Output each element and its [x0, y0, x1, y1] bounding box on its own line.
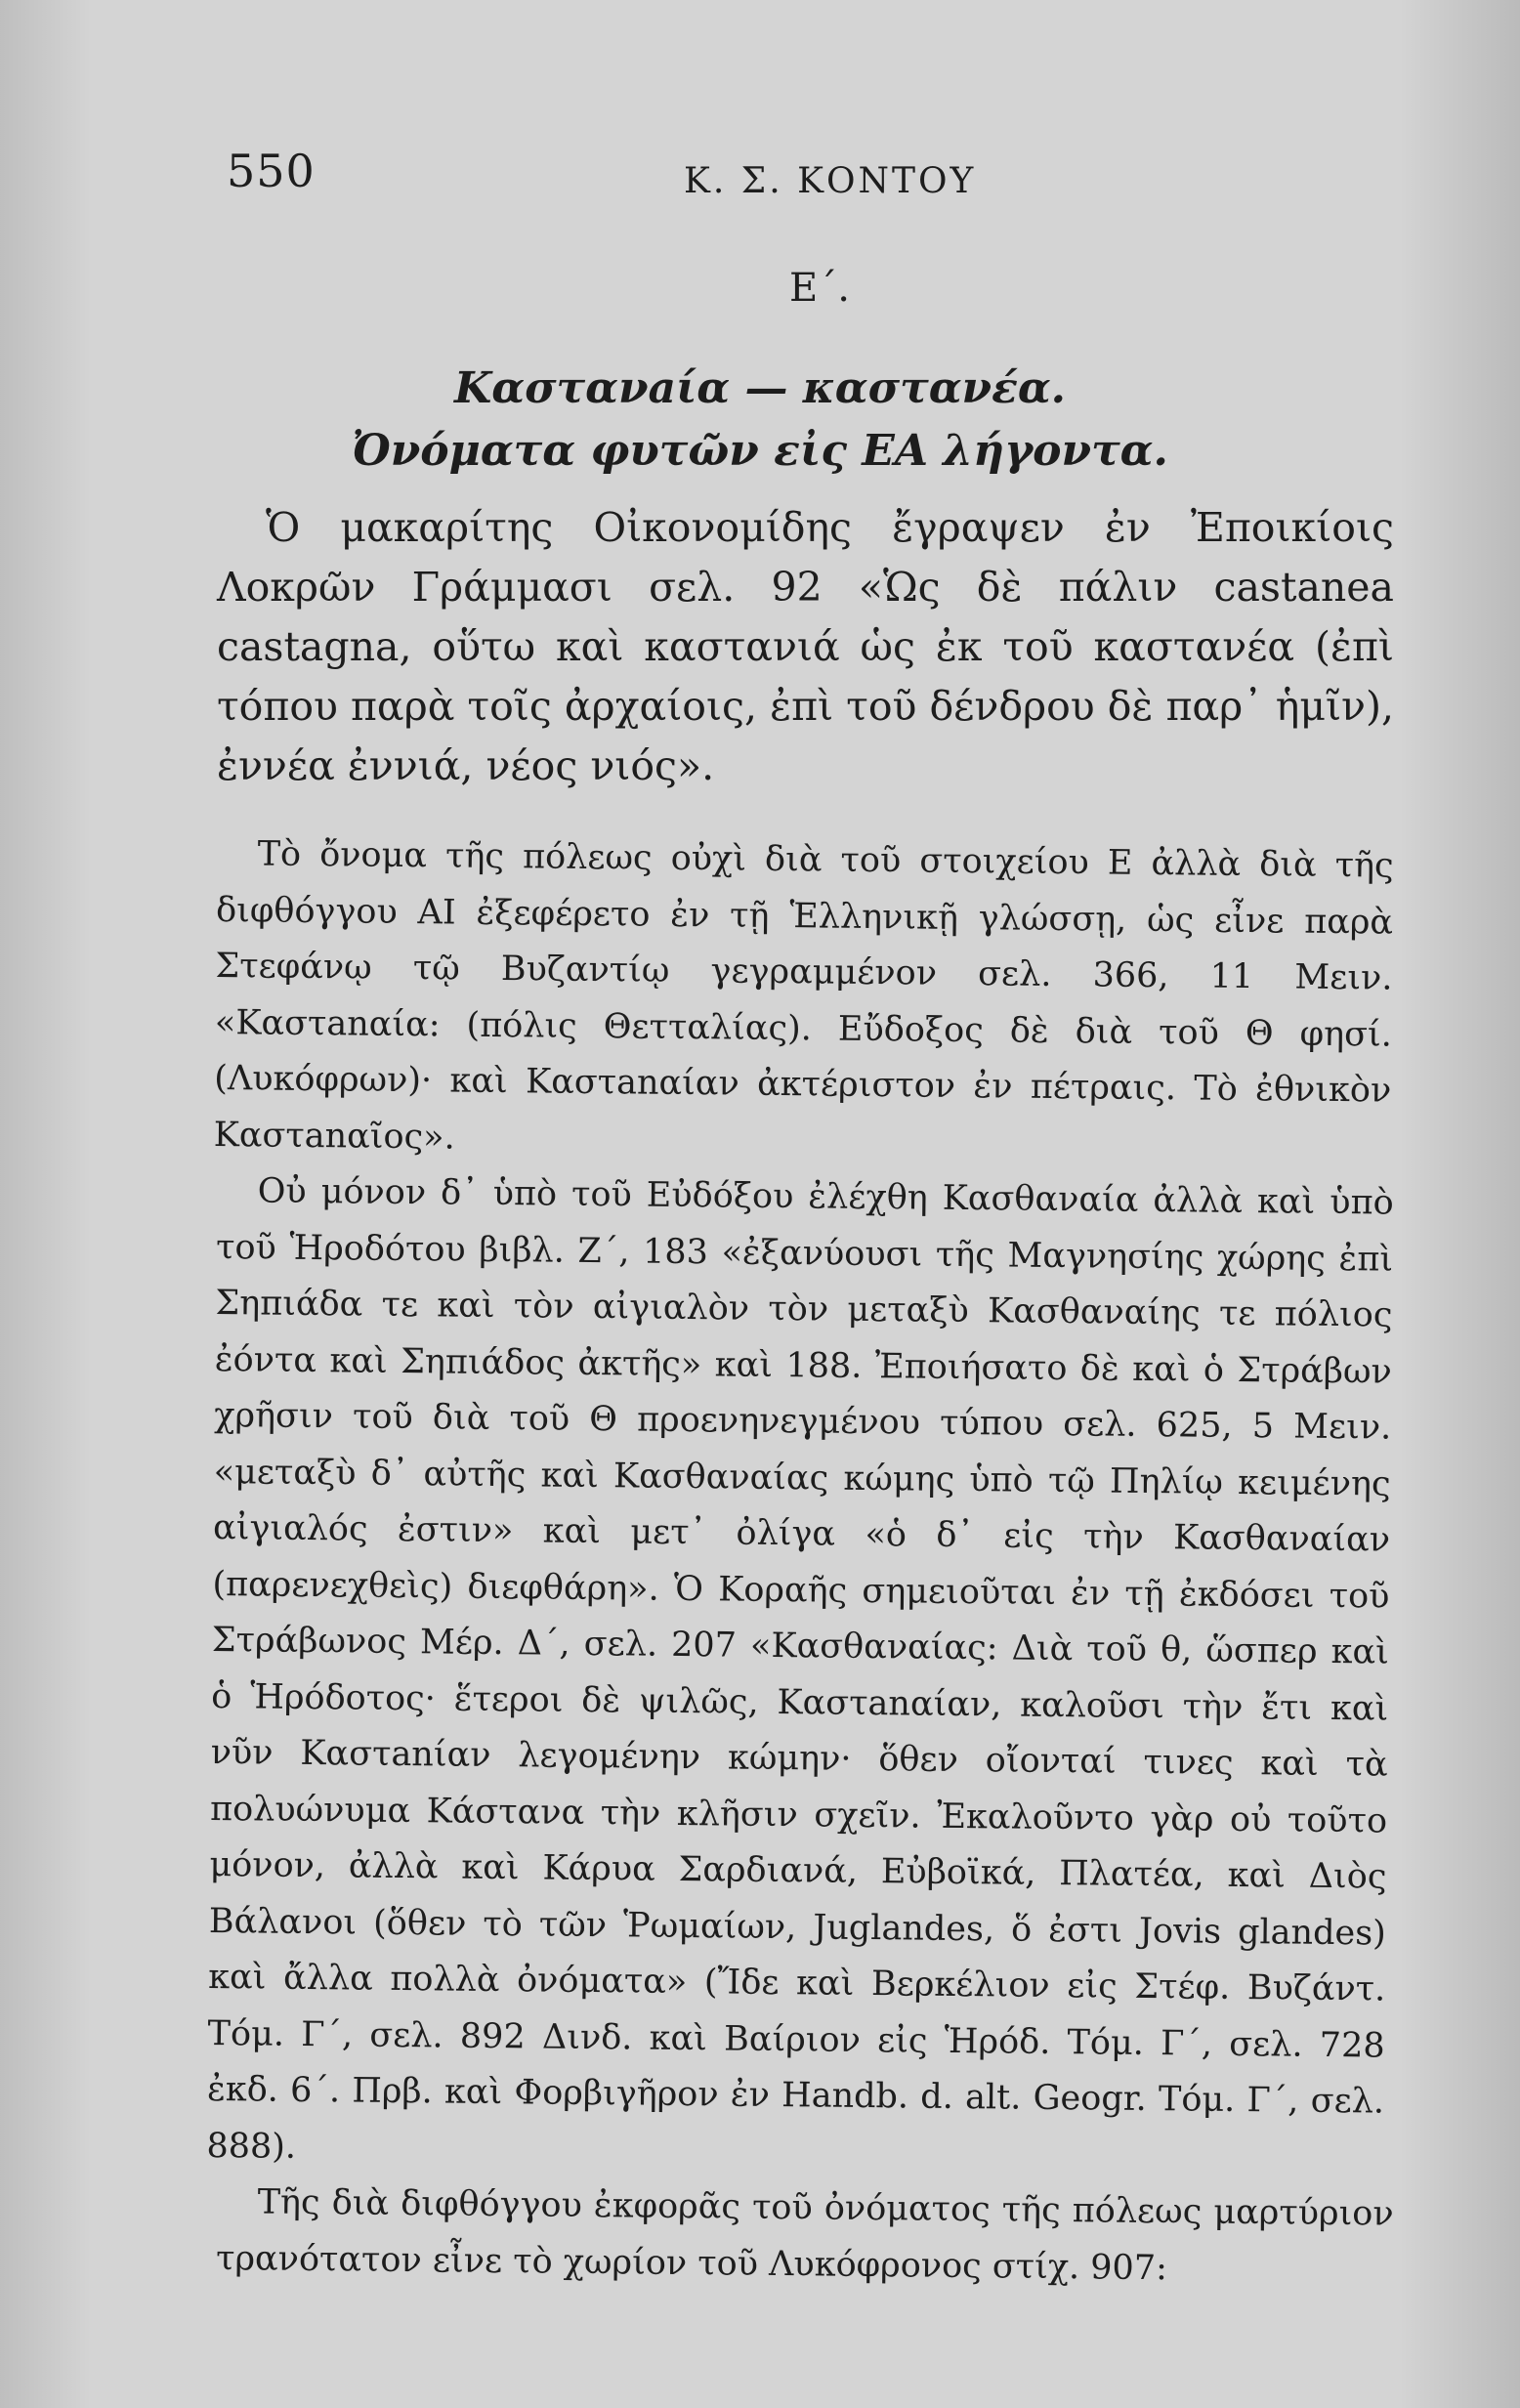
section-subtitle: Ὀνόματα φυτῶν εἰς ΕΑ λήγοντα. [352, 426, 1168, 476]
notes-paragraph-2: Οὐ μόνον δ᾽ ὑπὸ τοῦ Εὐδόξου ἐλέχθη Κασθαναία ἀλλὰ καὶ ὑπὸ τοῦ Ἡροδότου βιβλ. Ζ΄, 183 «ἐξανύουσι τῆς Μαγνησίης χώρης ἐπὶ Σηπιάδα τε καὶ τὸν αἰγιαλὸν τὸν μεταξὺ Κασθαναίης τε πόλιος ἐόντα καὶ Σηπιάδος ἀκτῆς» καὶ 188. Ἐποιήσατο δὲ καὶ ὁ Στράβων χρῆσιν τοῦ διὰ τοῦ Θ προενηνεγμένου τύπου σελ. 625, 5 Μειν. «μεταξὺ δ᾽ αὐτῆς καὶ Κασθαναίας κώμης ὑπὸ τῷ Πηλίῳ κειμένης αἰγιαλός ἐστιν» καὶ μετ᾽ ὀλίγα «ὁ δ᾽ εἰς τὴν Κασθαναίαν (παρενεχθεὶς) διεφθάρη». Ὁ Κοραῆς σημειοῦται ἐν τῇ ἐκδόσει τοῦ Στράβωνος Μέρ. Δ΄, σελ. 207 «Κασθαναίας: Διὰ τοῦ θ, ὥσπερ καὶ ὁ Ἡρόδοτος· ἕτεροι δὲ ψιλῶς, Καστanαίαν, καλοῦσι τὴν ἔτι καὶ νῦν Καστanίαν λεγομένην κώμην· ὅθεν οἴονταί τινες καὶ τὰ πολυώνυμα Κάστανα τὴν κλῆσιν σχεῖν. Ἐκαλοῦντο γὰρ οὐ τοῦτο μόνον, ἀλλὰ καὶ Κάρυα Σαρδιανά, Εὐβοϊκά, Πλατέα, καὶ Διὸς Βάλανοι (ὅθεν τὸ τῶν Ῥωμαίων, Juglandes, ὅ ἐστι Jovis glandes) καὶ ἄλλα πολλὰ ὀνόματα» (Ἴδε καὶ Βερκέλιον εἰς Στέφ. Βυζάντ. Τόμ. Γ΄, σελ. 892 Δινδ. καὶ Βαίριον εἰς Ἡρόδ. Τόμ. Γ΄, σελ. 728 ἐκδ. 6΄. Πρβ. καὶ Φορβιγῆρον ἐν Handb. d. alt. Geogr. Τόμ. Γ΄, σελ. 888). [206, 1171, 1394, 2167]
section-title: Καστανaία — καστανέα. [453, 363, 1067, 413]
running-head: Κ. Σ. ΚΟΝΤΟΥ [684, 161, 977, 201]
notes-paragraph-3: Τῆς διὰ διφθόγγου ἐκφορᾶς τοῦ ὀνόματος τῆς πόλεως μαρτύριον τρανότατον εἶνε τὸ χωρίον τοῦ Λυκόφρονος στίχ. 907: [215, 2182, 1394, 2288]
page-number: 550 [227, 145, 316, 197]
body-paragraph: Ὁ μακαρίτης Οἰκονομίδης ἔγραψεν ἐν Ἐποικίοις Λοκρῶν Γράμμασι σελ. 92 «Ὡς δὲ πάλιν castanea castagna, οὕτω καὶ καστανιά ὡς ἐκ τοῦ καστανέα (ἐπὶ τόπου παρὰ τοῖς ἀρχαίοις, ἐπὶ τοῦ δένδρου δὲ παρ᾽ ἡμῖν), ἐννέα ἐννιά, νέος νιός». [217, 504, 1394, 789]
section-numeral: Ε΄. [789, 266, 850, 311]
notes-block [206, 826, 1394, 2288]
notes-paragraph-1: Τὸ ὄνομα τῆς πόλεως οὐχὶ διὰ τοῦ στοιχείου Ε ἀλλὰ διὰ τῆς διφθόγγου ΑΙ ἐξεφέρετο ἐν τῇ Ἑλληνικῇ γλώσσῃ, ὡς εἶνε παρὰ Στεφάνῳ τῷ Βυζαντίῳ γεγραμμένον σελ. 366, 11 Μειν. «Καστanαία: (πόλις Θετταλίας). Εὔδοξος δὲ διὰ τοῦ Θ φησί. (Λυκόφρων)· καὶ Καστanαίαν ἀκτέριστον ἐν πέτραις. Τὸ ἐθνικὸν Καστanαῖος». [213, 834, 1394, 1158]
